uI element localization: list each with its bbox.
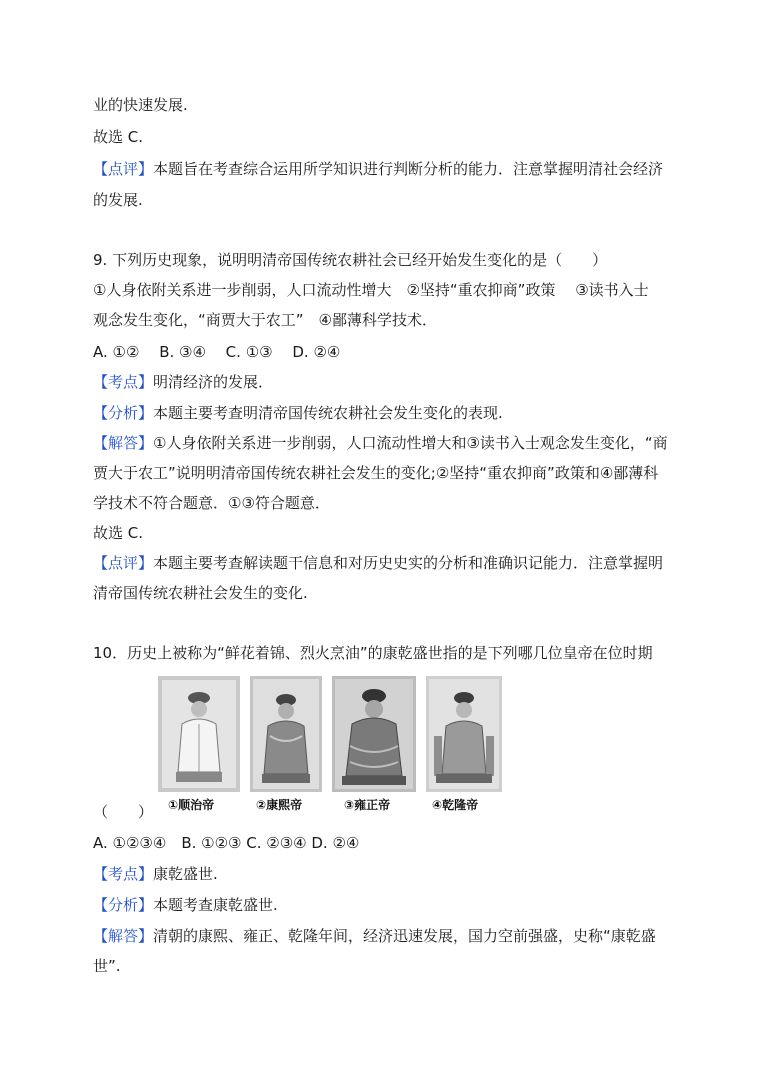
portrait-caption: ④乾隆帝 — [432, 798, 479, 812]
point-text: 明清经济的发展． — [153, 373, 274, 391]
solution-text: 清朝的康熙、雍正、乾隆年间，经济迅速发展，国力空前强盛，史称“康乾盛 — [153, 927, 656, 945]
q8-comment — [93, 159, 663, 179]
q9-solution-cont: 学技术不符合题意．①③符合题意． — [93, 494, 330, 512]
q9-statements: ①人身依附关系进一步削弱，人口流动性增大 ②坚持“重农抑商”政策 ③读书入士 — [93, 281, 649, 299]
analysis-tag: 【分析】 — [93, 404, 154, 422]
comment-text: 本题主要考查解读题干信息和对历史史实的分析和准确识记能力．注意掌握明 — [153, 554, 664, 572]
q8-line: 业的快速发展. — [93, 96, 188, 114]
emperor-portrait-kangxi — [250, 676, 322, 812]
point-tag: 【考点】 — [93, 865, 154, 883]
q9-analysis — [93, 403, 503, 423]
q8-answer: 故选 C. — [93, 128, 144, 146]
q9-stem: 9. 下列历史现象，说明明清帝国传统农耕社会已经开始发生变化的是（ ） — [93, 251, 608, 269]
q9-point — [93, 372, 273, 392]
emperor-portrait-yongzheng — [332, 676, 416, 812]
q10-solution-cont: 世”. — [93, 957, 121, 975]
point-text: 康乾盛世. — [153, 865, 218, 883]
portrait-caption: ①顺治帝 — [168, 798, 215, 812]
portrait-caption: ②康熙帝 — [256, 798, 303, 812]
q8-comment-cont: 的发展. — [93, 191, 143, 209]
q9-comment-cont: 清帝国传统农耕社会发生的变化. — [93, 584, 308, 602]
solution-text: ①人身依附关系进一步削弱，人口流动性增大和③读书入士观念发生变化，“商 — [153, 434, 668, 452]
q10-solution — [93, 926, 656, 946]
point-tag: 【考点】 — [93, 373, 154, 391]
q9-options: A. ①② B. ③④ C. ①③ D. ②④ — [93, 343, 341, 361]
q9-solution — [93, 433, 668, 453]
solution-tag: 【解答】 — [93, 927, 154, 945]
q9-answer: 故选 C. — [93, 524, 144, 542]
q10-analysis — [93, 895, 278, 915]
analysis-text: 本题主要考查明清帝国传统农耕社会发生变化的表现. — [153, 404, 503, 422]
analysis-tag: 【分析】 — [93, 896, 154, 914]
portrait-caption: ③雍正帝 — [344, 798, 391, 812]
comment-text: 本题旨在考查综合运用所学知识进行判断分析的能力．注意掌握明清社会经济 — [153, 160, 664, 178]
q10-stem: 10．历史上被称为“鲜花着锦、烈火烹油”的康乾盛世指的是下列哪几位皇帝在位时期 — [93, 644, 653, 662]
q9-comment — [93, 553, 663, 573]
comment-tag: 【点评】 — [93, 554, 154, 572]
q9-solution-cont: 贾大于农工”说明明清帝国传统农耕社会发生的变化;②坚持“重农抑商”政策和④鄙薄科 — [93, 464, 659, 482]
comment-tag: 【点评】 — [93, 160, 154, 178]
q10-point — [93, 864, 218, 884]
q10-options: A. ①②③④ B. ①②③ C. ②③④ D. ②④ — [93, 834, 360, 852]
emperor-portraits — [158, 676, 508, 820]
solution-tag: 【解答】 — [93, 434, 154, 452]
analysis-text: 本题考查康乾盛世. — [153, 896, 278, 914]
q10-paren: （ ） — [93, 803, 154, 821]
q9-statements-cont: 观念发生变化，“商贾大于农工” ④鄙薄科学技术． — [93, 311, 437, 329]
emperor-portrait-qianlong — [426, 676, 502, 812]
emperor-portrait-shunzhi — [158, 676, 240, 812]
